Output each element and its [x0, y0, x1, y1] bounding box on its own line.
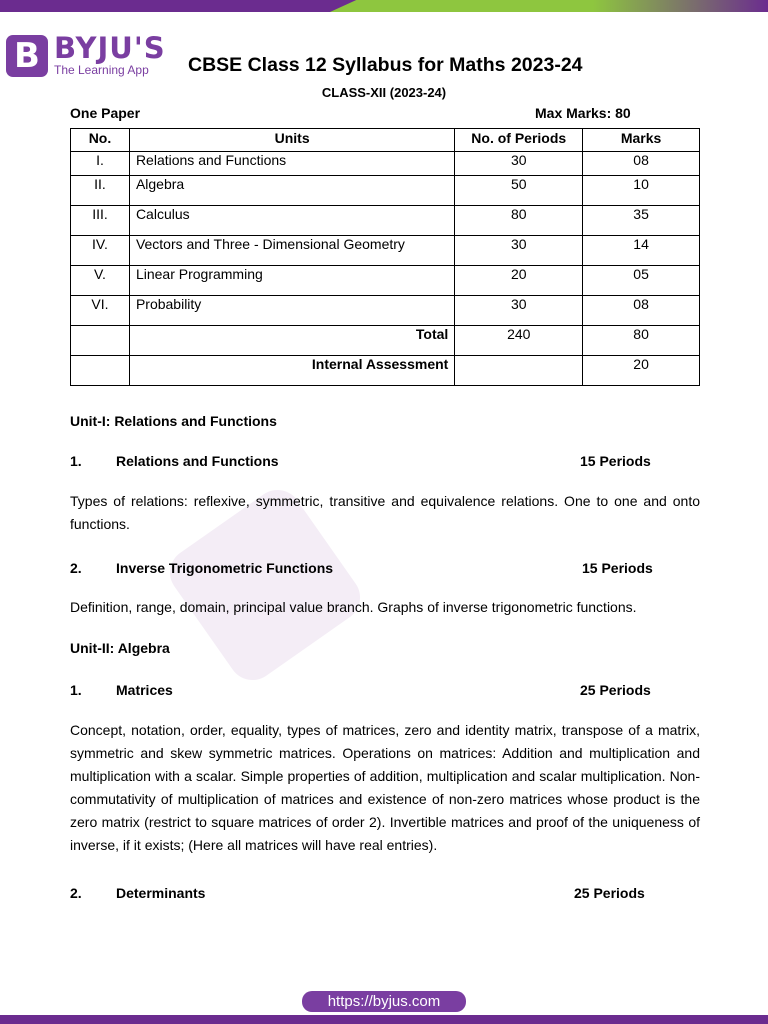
row-marks: 14 — [583, 236, 700, 266]
row-no: III. — [71, 206, 130, 236]
total-marks: 80 — [583, 326, 700, 356]
page-title: CBSE Class 12 Syllabus for Maths 2023-24 — [188, 54, 583, 76]
internal-periods-cell — [455, 356, 583, 386]
table-row — [71, 266, 700, 296]
row-periods: 50 — [455, 176, 583, 206]
row-unit: Vectors and Three - Dimensional Geometry — [129, 236, 454, 266]
unit1-s2-periods: 15 Periods — [582, 560, 653, 576]
table-row — [71, 152, 700, 176]
unit2-s2-periods: 25 Periods — [574, 885, 645, 901]
row-no: V. — [71, 266, 130, 296]
row-periods: 80 — [455, 206, 583, 236]
top-accent-bar-green — [330, 0, 768, 12]
unit1-heading: Unit-I: Relations and Functions — [70, 413, 277, 429]
unit1-s2-text: Definition, range, domain, principal value branch. Graphs of inverse trigonometric functions. — [70, 599, 637, 615]
unit2-s1-periods: 25 Periods — [580, 682, 651, 698]
internal-label: Internal Assessment — [129, 356, 454, 386]
row-no: I. — [71, 152, 130, 176]
table-header-row — [71, 129, 700, 152]
row-unit: Probability — [129, 296, 454, 326]
logo-name: BYJU'S — [54, 31, 166, 65]
unit2-s1-text: Concept, notation, order, equality, types of matrices, zero and identity matrix, transpose of a matrix, symmetric and skew symmetric matrices. Operations on matrices: Addition and multiplication and multiplication with a scalar. Simple properties of addition, multiplication and scalar multiplication. Non-commutativity of multiplication of matrices and existence of non-zero matrices whose product is the zero matrix (restrict to square matrices of order 2). Invertible matrices and proof of the uniqueness of inverse, if it exists; (Here all matrices will have real entries). — [70, 722, 700, 853]
row-periods: 30 — [455, 296, 583, 326]
table-row — [71, 176, 700, 206]
unit1-s1-number: 1. — [70, 453, 82, 469]
row-unit: Calculus — [129, 206, 454, 236]
logo-letter: B — [14, 36, 40, 76]
footer-url-link[interactable]: https://byjus.com — [302, 991, 466, 1012]
row-no: VI. — [71, 296, 130, 326]
table-total-row — [71, 326, 700, 356]
unit1-s2-title: Inverse Trigonometric Functions — [116, 560, 334, 576]
table-row — [71, 296, 700, 326]
row-marks: 08 — [583, 152, 700, 176]
row-periods: 20 — [455, 266, 583, 296]
row-no: IV. — [71, 236, 130, 266]
max-marks: Max Marks: 80 — [535, 105, 631, 121]
row-marks: 10 — [583, 176, 700, 206]
row-marks: 08 — [583, 296, 700, 326]
header-units: Units — [129, 129, 454, 152]
unit1-s2-number: 2. — [70, 560, 82, 576]
internal-marks: 20 — [583, 356, 700, 386]
row-marks: 35 — [583, 206, 700, 236]
class-line: CLASS-XII (2023-24) — [321, 85, 447, 100]
table-internal-row — [71, 356, 700, 386]
unit2-s1-title: Matrices — [116, 682, 173, 698]
unit1-s1-title: Relations and Functions — [116, 453, 279, 469]
row-unit: Relations and Functions — [129, 152, 454, 176]
units-table — [70, 128, 700, 386]
header-no: No. — [71, 129, 130, 152]
unit1-s1-text: Types of relations: reflexive, symmetric, transitive and equivalence relations. One to one and onto functions. — [70, 493, 700, 532]
row-periods: 30 — [455, 152, 583, 176]
unit2-s1-number: 1. — [70, 682, 82, 698]
row-unit: Linear Programming — [129, 266, 454, 296]
unit2-heading: Unit-II: Algebra — [70, 640, 170, 656]
total-label: Total — [129, 326, 454, 356]
unit2-s2-number: 2. — [70, 885, 82, 901]
unit1-s1-periods: 15 Periods — [580, 453, 651, 469]
table-row — [71, 236, 700, 266]
header-periods: No. of Periods — [455, 129, 583, 152]
paper-label: One Paper — [70, 105, 141, 121]
total-periods: 240 — [455, 326, 583, 356]
total-empty-cell — [71, 326, 130, 356]
row-periods: 30 — [455, 236, 583, 266]
table-row — [71, 206, 700, 236]
row-no: II. — [71, 176, 130, 206]
header-marks: Marks — [583, 129, 700, 152]
logo-tagline: The Learning App — [54, 63, 149, 77]
bottom-accent-bar — [0, 1015, 768, 1024]
internal-empty-cell — [71, 356, 130, 386]
byjus-logo — [6, 33, 166, 81]
row-unit: Algebra — [129, 176, 454, 206]
row-marks: 05 — [583, 266, 700, 296]
unit2-s2-title: Determinants — [116, 885, 206, 901]
